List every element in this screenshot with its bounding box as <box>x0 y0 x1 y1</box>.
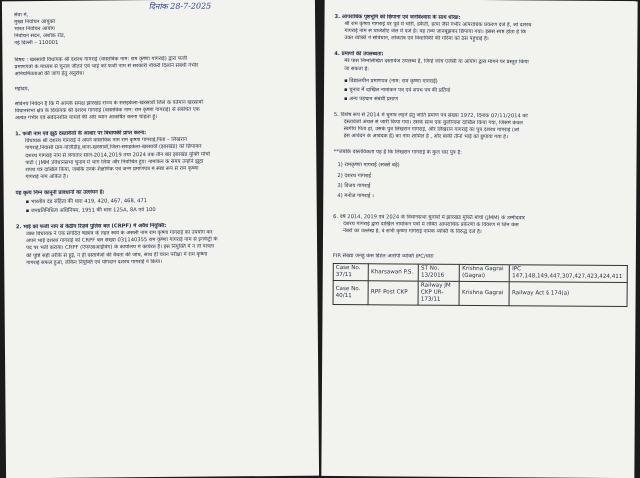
paragraph-line: 6. वर्ष 2014, 2019 एवं 2024 के विधानसभा चुनावों में झारखंड मुक्ति मोर्चा (JMM) के उम्मीदवार <box>333 213 525 222</box>
section-2-heading: 2. भाई को फर्जी नाम से केंद्रीय रिज़र्व पुलिस बल (CRPF) में अवैध नियुक्ति: <box>15 223 167 231</box>
list-item: ▪ अन्य पहचान संबंधी प्रमाण <box>344 96 629 105</box>
paragraph-line: उक्त व्यक्ति ने संविधान, लोकतंत्र एवं विधायिकी की गरिमा को ठेस पहुंचाई है। <box>344 35 489 43</box>
handwritten-date: दिनांक 28-7-2025 <box>148 1 212 12</box>
section-4-intro <box>334 58 629 74</box>
table-cell: RPF Post CKP <box>368 281 418 305</box>
address-line: सेवा में, <box>14 12 29 19</box>
table-row <box>333 264 627 283</box>
list-item: 4) मनोज गागराई । <box>337 192 374 199</box>
paragraph-line: अपने भाई दशरथ गागराई को CRPF बल संख्या 031140355 राम कृष्णा गागराई नाम से इनफेंट्री के <box>25 236 218 245</box>
table-cell: Krishna Gagrai <box>459 282 509 306</box>
list-item: 3) विजय गागराई <box>337 182 371 189</box>
paragraph-line: स्वर्गीय पिता हो, उसके पुत्र लिखरान गागराई, और लिखरान गागराई का पुत्र दशरथ गागराई (जो <box>343 126 520 134</box>
paragraph-line: नंबरों का उल्लेख है, वे सभी कृष्णा गागराई नामक व्यक्ति के विरुद्ध दर्ज हैं। <box>343 228 482 235</box>
table-cell: ST No. 13/2016 <box>418 264 459 281</box>
salutation: महोदय, <box>14 85 30 93</box>
laws-heading: यह कृत्य निम्न कानूनी प्रावधानों का उल्लंघन है: <box>15 189 105 197</box>
table-cell: IPC 147,148,149,447,307,427,423,424,411 <box>510 265 628 283</box>
paragraph-line: अत्यंत गंभीर एवं संवेदनशील मामले की ओर ध्यान आकर्षित करना चाहता हूँ। <box>14 114 158 122</box>
letter-page-2 <box>321 0 637 478</box>
paragraph-line: गागराई सफल हुआ, लेकिन नियुक्ति एवं योगदान दशरथ गागराई ने किया। <box>26 258 163 266</box>
letter-page-1 <box>2 0 319 478</box>
recipient-address <box>14 10 306 48</box>
paragraph-line: इस आवेदन के आवेदक हैं) का नाम शामिल है , और बाकी तीनों भाई को छुपाया गया है। <box>343 133 508 141</box>
section-5-body <box>334 112 629 142</box>
paragraph-line: सविनय निवेदन है कि मैं आपके समक्ष झारखंड राज्य के सराइकेला-खरसावाँ जिले के वर्तमान खरसावाँ <box>14 99 203 108</box>
family-heading: **जबकि वास्तविकता यह है कि लिखरान गागराई के कुल चार पुत्र हैं: <box>333 149 462 157</box>
section-1-heading: 1. फर्जी नाम एवं झूठे दस्तावेजों के आधार पर विधायकी प्राप्त करना: <box>15 130 147 138</box>
section-6-body <box>333 214 628 237</box>
paragraph-line: विधायक श्री दशरथ गागराई ने अपने वास्तविक नाम राम कृष्णा गागराई,पिता – लिखरान <box>25 137 187 145</box>
paragraph-line: जा सकता है: <box>344 65 369 72</box>
fir-table <box>333 263 628 307</box>
section-1-body <box>15 136 307 181</box>
table-cell: Krishna Gagrai (Gagrai) <box>460 265 510 282</box>
paragraph-line: गागराई नाम अंकित है। <box>25 173 68 180</box>
paragraph-line: श्री राम कृष्णा गागराई पर पूर्व में चोरी, डकैती, हत्या जैसे गंभीर आपराधिक प्रकरण दर्ज हैं, जो दशरथ <box>344 21 532 29</box>
subject-line: अनियमितताओं की जांच हेतु अनुरोध। <box>14 70 85 78</box>
paragraph-line: दशरथ गागराई नाम से लगातार साल-2014,2019 तथा 2024 तक तीन बार झारखंड मुक्ति मोर्चा <box>25 151 211 159</box>
laws-list <box>26 197 308 216</box>
address-line: मुख्य निर्वाचन आयुक्त <box>14 19 56 26</box>
fir-table-heading: FIR संख्या जनहु केस डिटेल आरोपी व्यक्ति IPC/धारा <box>332 253 434 260</box>
list-item: ▪ जनप्रतिनिधित्व अधिनियम, 1951 की धारा 125A, 8A एवं 100 <box>26 206 308 216</box>
address-line: भारत निर्वाचन आयोग <box>14 26 55 33</box>
list-item: 2) दशरथ गागराई <box>337 172 372 179</box>
paragraph-line: 5. विशेष रूप से 2014 में चुनाव लड़ने हेतु जाति प्रमाण पत्र संख्या 1972, दिनांक 07/11/2014 को <box>333 111 528 120</box>
section-3-body <box>334 21 629 44</box>
paragraph-line: उक्त विधायक ने एक संगठित षड्यंत्र के तहत स्वयं के असली नाम राम कृष्णा गागराई का उपयोग कर <box>25 229 213 238</box>
list-item: 1) रामकृष्णा गागराई (सबसे बड़े) <box>337 162 400 169</box>
table-cell: Railway Act § 174(a) <box>509 282 627 307</box>
section-2-body <box>16 229 308 267</box>
intro-paragraph <box>15 99 307 123</box>
paragraph-line: पद पर भर्ती कराया। CRPF (एफएसआईविंग) के कार्यालय में कार्यरत है। इस नियुक्ति में न तो पात्रता <box>26 243 215 252</box>
table-cell: Case No. 40/11 <box>333 281 368 305</box>
table-cell: Railway JM CKP UR- 173/11 <box>418 281 459 305</box>
address-line: नई दिल्ली – 110001 <box>14 40 59 47</box>
table-cell: Kharsawan P.S. <box>368 264 418 281</box>
paragraph-line: मेरे पास निम्नलिखित दस्तावेज उपलब्ध हैं, जिन्हें जांच एजेंसी या आयोग द्वारा मांगने पर प्रस्तुत किया <box>344 58 529 66</box>
subject-block <box>14 54 306 78</box>
list-item: ▪ भारतीय दंड संहिता की धारा 419, 420, 467, 468, 471 <box>26 197 308 207</box>
paragraph-line: दस्तावेजों अंचल से जारी किया गया। उसके साथ एक कुलीनामा दाखिल किया गया, जिसमें केवल <box>343 119 523 127</box>
paragraph-line: विधानसभा क्षेत्र के विधायक श्री दशरथ गागराई (वास्तविक नाम: राम कृष्णा गागराई) से संबंधित एक <box>14 106 200 115</box>
table-row <box>333 281 627 307</box>
list-item: ▪ चुनाव में दाखिल नामांकन पत्र एवं शपथ पत्र की प्रतियां <box>344 87 629 96</box>
section-4-heading: 4. प्रमाणों की उपलब्धता: <box>334 51 384 58</box>
subject-line: विषय : खरसावाँ विधायक श्री दशरथ गागराई (वास्तविक नाम: राम कृष्णा गागराई) द्वारा फर्जी <box>14 55 188 63</box>
sons-list <box>337 162 628 201</box>
paragraph-line: दशरथ गागराई द्वारा दाखिल नामांकन पत्रों में लंबित आपराधिक प्रकरणों के विवरण में जिन केस <box>343 220 519 229</box>
address-line: निर्वाचन सदन, अशोक रोड, <box>14 33 66 40</box>
section-3-heading: 3. आपराधिक पृष्ठभूमि को छिपाना एवं जनविश्वास के साथ धोखा: <box>334 13 461 21</box>
documents-list <box>344 78 629 105</box>
list-item: ▪ विद्यालयीन प्रमाणपत्र (नाम: राम कृष्णा गागराई) <box>344 78 629 87</box>
subject-line: प्रमाणपत्रों के माध्यम से चुनाव जीतने एवं भाई को फर्जी नाम से सरकारी नौकरी दिलाने संबंधी गंभीर <box>14 62 199 70</box>
table-cell: Case No. 37/11 <box>333 264 368 281</box>
paragraph-line: शपथ पत्र दाखिल किया, जबकि उनके शैक्षणिक एवं जन्म प्रमाणपत्र में स्पष्ट रूप से राम कृष्णा <box>25 165 199 173</box>
paragraph-line: गागराई,निवासी ग्राम-गोलीडीह,थाना-खरसावाँ,जिला-सराइकेला-खरसावाँ (झारखंड) को छिपाकर <box>25 144 202 152</box>
paragraph-line: की पुष्टि सही तरीके से हुई, न ही दस्तावेजों की वैधता की जांच, साथ ही चयन परीक्षा में राम कृष्णा <box>26 251 208 259</box>
paragraph-line: गागराई नाम से चार्जशीट जेल में दर्ज है। यह तथ्य जानबूझकर छिपाया गया। इससे स्पष्ट होता है कि <box>344 28 526 36</box>
paragraph-line: पार्टी ( JMM )विधानसभा चुनाव में भाग लिया और निर्वाचित हुए। नामांकन के समय उन्होंने झूठा <box>25 158 204 166</box>
